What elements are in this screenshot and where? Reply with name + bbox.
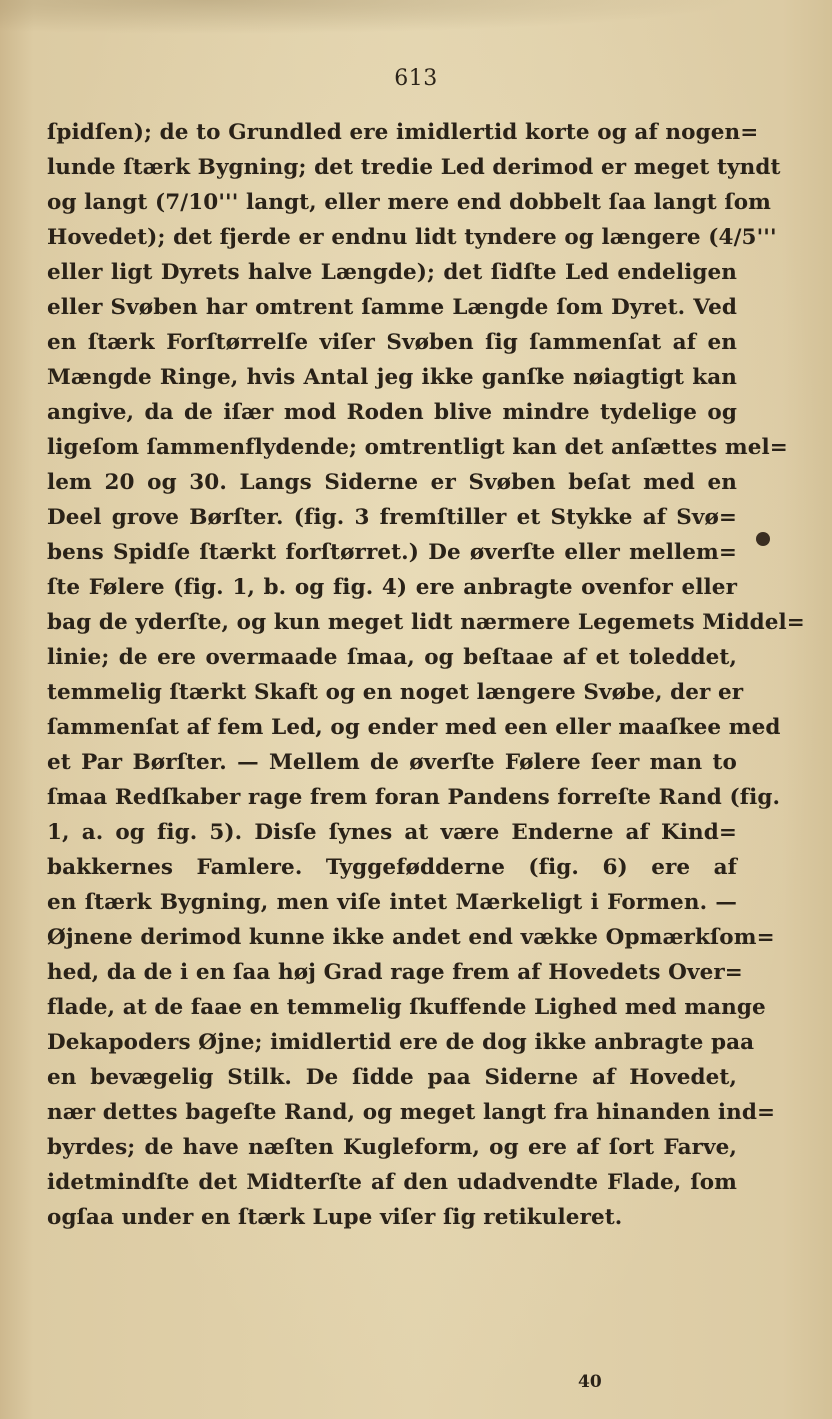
- text-line: bag de yderſte, og kun meget lidt nærmere Legemets Middel=: [47, 610, 805, 635]
- text-line: linie; de ere overmaade ſmaa, og beſtaae af et toleddet,: [47, 645, 737, 670]
- text-line: flade, at de faae en temmelig ſkuffende Lighed med mange: [47, 995, 766, 1020]
- text-line: 1, a. og fig. 5). Disſe ſynes at være Enderne af Kind=: [47, 820, 737, 845]
- text-line: ſte Følere (fig. 1, b. og fig. 4) ere anbragte ovenfor eller: [47, 575, 737, 600]
- text-line: lem 20 og 30. Langs Siderne er Svøben beſat med en: [47, 470, 737, 495]
- text-line: nær dettes bageſte Rand, og meget langt fra hinanden ind=: [47, 1100, 776, 1125]
- text-line: idetmindſte det Midterſte af den udadvendte Flade, ſom: [47, 1170, 737, 1195]
- text-line: ſpidſen); de to Grundled ere imidlertid korte og af nogen=: [47, 120, 759, 145]
- text-line: Mængde Ringe, hvis Antal jeg ikke ganſke nøiagtigt kan: [47, 365, 737, 390]
- text-line: eller ligt Dyrets halve Længde); det ſidſte Led endeligen: [47, 260, 737, 285]
- text-line: bakkernes Famlere. Tyggefødderne (fig. 6) ere af: [47, 855, 737, 880]
- text-line: og langt (7/10''' langt, eller mere end dobbelt ſaa langt ſom: [47, 190, 772, 215]
- text-line: angive, da de iſær mod Roden blive mindre tydelige og: [47, 400, 737, 425]
- text-line: Øjnene derimod kunne ikke andet end vække Opmærkſom=: [47, 925, 775, 950]
- text-line: ſmaa Redſkaber rage frem foran Pandens forreſte Rand (fig.: [47, 785, 781, 810]
- text-line: ogſaa under en ſtærk Lupe viſer ſig retikuleret.: [47, 1205, 623, 1230]
- page-number: 613: [394, 66, 438, 91]
- signature-mark: 40: [578, 1372, 602, 1392]
- text-line: ligeſom ſammenflydende; omtrentligt kan det anſættes mel=: [47, 435, 788, 460]
- text-line: eller Svøben har omtrent ſamme Længde ſom Dyret. Ved: [47, 295, 737, 320]
- text-line: ſammenſat af fem Led, og ender med een eller maaſkee med: [47, 715, 781, 740]
- body-text: [47, 115, 805, 1235]
- text-line: Dekapoders Øjne; imidlertid ere de dog ikke anbragte paa: [47, 1030, 755, 1055]
- ink-spot: [756, 532, 770, 546]
- page-curl-shadow: [0, 0, 832, 40]
- text-line: byrdes; de have næſten Kugleform, og ere af ſort Farve,: [47, 1135, 737, 1160]
- text-line: en bevægelig Stilk. De ſidde paa Siderne af Hovedet,: [47, 1065, 737, 1090]
- text-line: hed, da de i en ſaa høj Grad rage frem af Hovedets Over=: [47, 960, 743, 985]
- text-line: lunde ſtærk Bygning; det tredie Led derimod er meget tyndt: [47, 155, 781, 180]
- text-line: bens Spidſe ſtærkt forſtørret.) De øverſte eller mellem=: [47, 540, 737, 565]
- text-line: Deel grove Børſter. (fig. 3 fremſtiller et Stykke af Svø=: [47, 505, 737, 530]
- text-line: temmelig ſtærkt Skaft og en noget længere Svøbe, der er: [47, 680, 744, 705]
- text-line: en ſtærk Bygning, men viſe intet Mærkeligt i Formen. —: [47, 890, 737, 915]
- text-line: en ſtærk Forſtørrelſe viſer Svøben ſig ſammenſat af en: [47, 330, 737, 355]
- text-line: et Par Børſter. — Mellem de øverſte Følere ſeer man to: [47, 750, 737, 775]
- text-line: Hovedet); det fjerde er endnu lidt tyndere og længere (4/5''': [47, 225, 777, 250]
